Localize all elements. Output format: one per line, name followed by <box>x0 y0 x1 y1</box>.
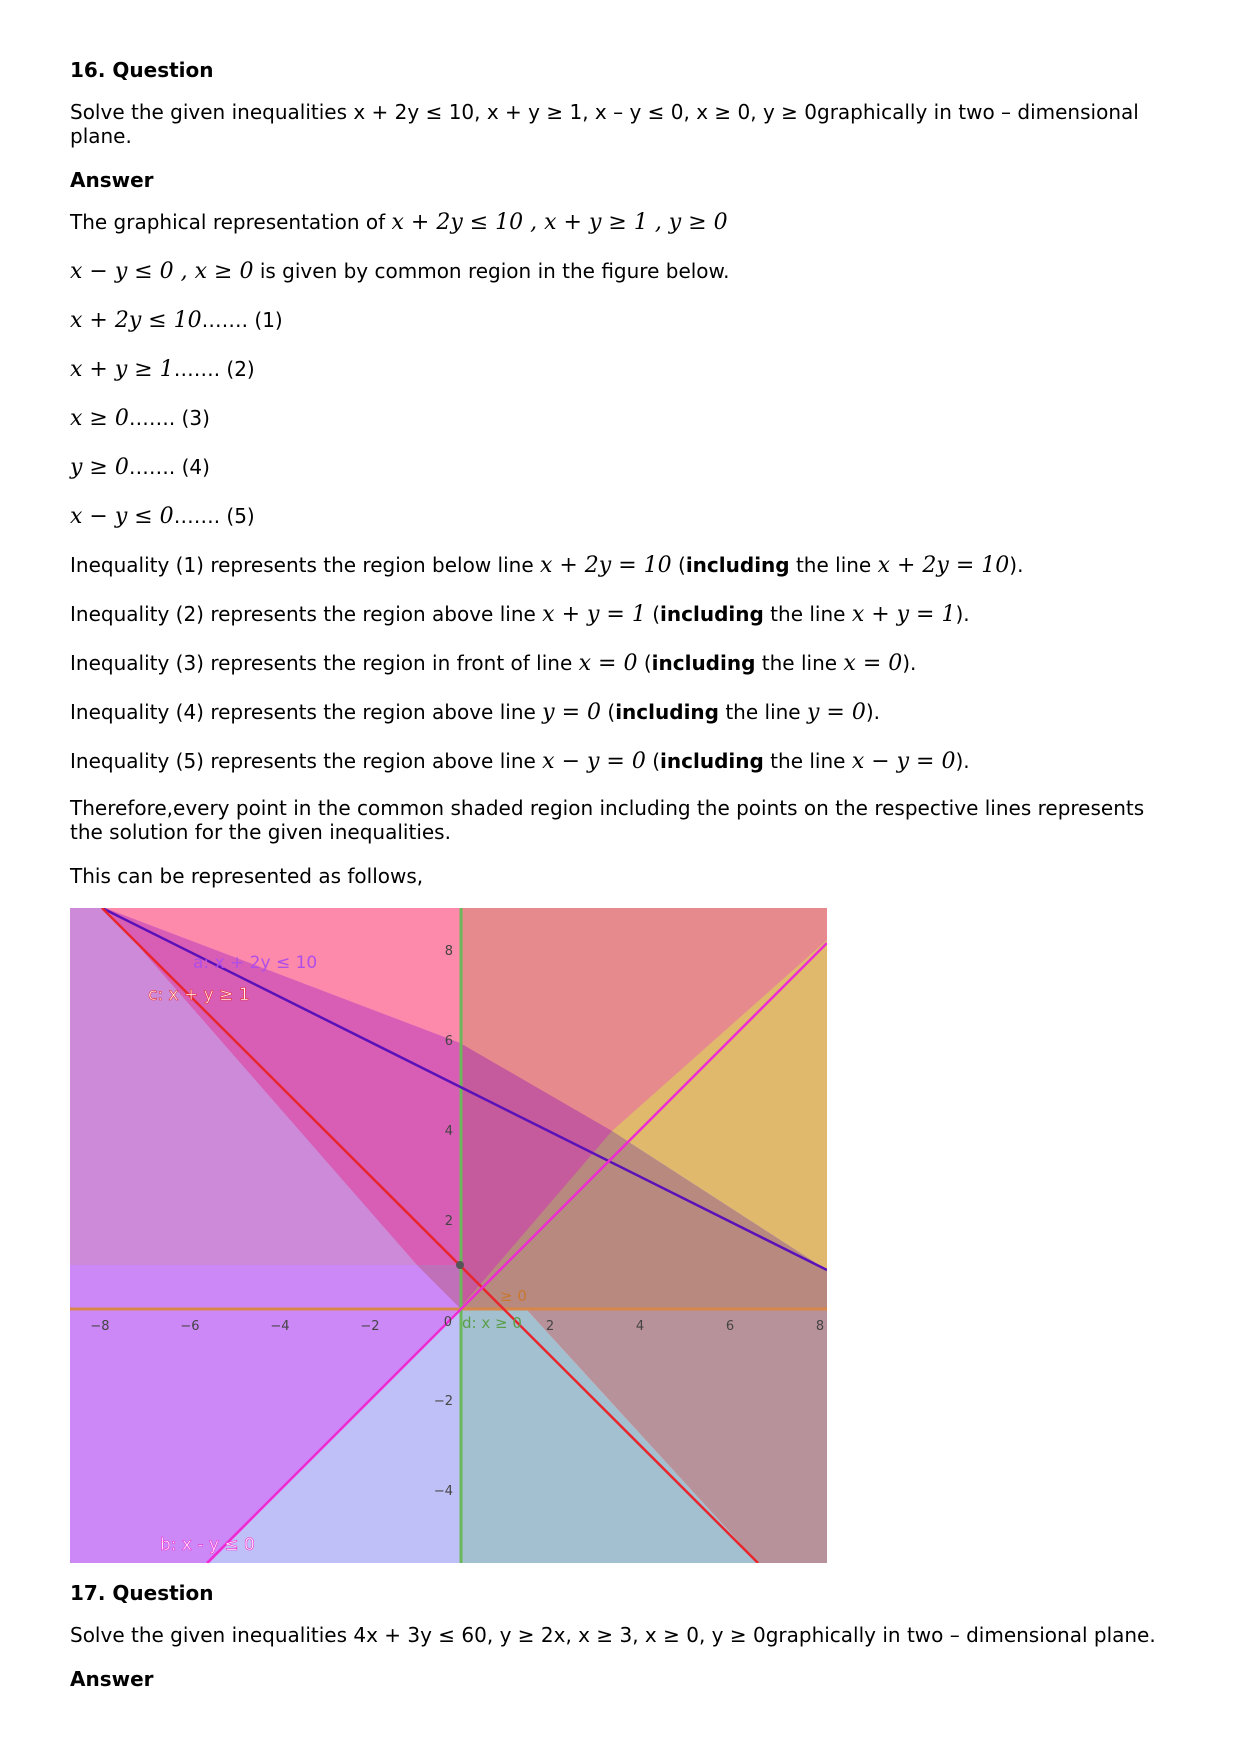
explanation-paren: ). <box>955 749 970 773</box>
explanation-1 <box>70 551 1170 580</box>
explanation-text: Inequality (3) represents the region in front of line <box>70 651 579 675</box>
y-tick-label: 2 <box>444 1214 453 1229</box>
question-16-title: 16. Question <box>70 58 214 82</box>
intercept-point <box>456 1261 464 1269</box>
explanation-bold: including <box>685 553 790 577</box>
inequality-tag: ……. (1) <box>201 308 283 332</box>
explanation-3 <box>70 649 1170 678</box>
origin-label: 0 <box>443 1315 452 1330</box>
explanation-bold: including <box>660 602 764 626</box>
explanation-4 <box>70 698 1170 727</box>
graph-svg <box>70 908 827 1563</box>
explanation-paren: ). <box>955 602 970 626</box>
conclusion-text: Therefore,every point in the common shaded region including the points on the respective lines represents the solution for the given inequalities. <box>70 796 1145 844</box>
inequality-5 <box>70 502 1170 531</box>
inequality-math: x ≥ 0 <box>70 406 129 431</box>
label-line-a: a: x + 2y ≤ 10 <box>193 953 318 973</box>
explanation-text: the line <box>718 700 807 724</box>
inequality-tag: ……. (5) <box>173 504 255 528</box>
inequality-math: x + 2y ≤ 10 <box>70 308 202 333</box>
x-tick-label: 4 <box>635 1319 645 1334</box>
explanation-bold: including <box>651 651 756 675</box>
explanation-bold: including <box>660 749 764 773</box>
question-17-title: 17. Question <box>70 1581 214 1605</box>
explanation-text: the line <box>789 553 878 577</box>
explanation-paren: ). <box>902 651 917 675</box>
inequality-math: y ≥ 0 <box>70 455 129 480</box>
explanation-paren: ). <box>1009 553 1024 577</box>
explanation-math: x − y = 0 <box>851 749 956 774</box>
intro-line-1 <box>70 208 1170 237</box>
explanation-paren: ( <box>645 602 661 626</box>
explanation-math: y = 0 <box>806 700 866 725</box>
explanation-math: x + 2y = 10 <box>877 553 1010 578</box>
explanation-text: Inequality (4) represents the region above line <box>70 700 543 724</box>
intro-math-1: x + 2y ≤ 10 , x + y ≥ 1 , y ≥ 0 <box>391 210 728 235</box>
y-tick-label: −4 <box>433 1484 453 1499</box>
explanation-text: Inequality (5) represents the region above line <box>70 749 543 773</box>
y-tick-label: −2 <box>433 1394 453 1409</box>
inequality-4 <box>70 453 1170 482</box>
explanation-paren: ( <box>601 700 616 724</box>
intro-text-1: The graphical representation of <box>70 210 392 234</box>
explanation-2 <box>70 600 1170 629</box>
explanation-paren: ( <box>645 749 661 773</box>
x-tick-label: −8 <box>90 1319 110 1334</box>
explanation-text: the line <box>763 602 852 626</box>
label-line-d: d: x ≥ 0 <box>462 1314 522 1332</box>
question-17-text: Solve the given inequalities 4x + 3y ≤ 60, y ≥ 2x, x ≥ 3, x ≥ 0, y ≥ 0graphically in two – dimensional plane. <box>70 1623 1156 1647</box>
explanation-text: Inequality (1) represents the region below line <box>70 553 540 577</box>
x-tick-label: 6 <box>725 1319 735 1334</box>
explanation-math: x + y = 1 <box>851 602 956 627</box>
inequality-tag: ……. (4) <box>128 455 210 479</box>
y-tick-label: 6 <box>444 1034 453 1049</box>
intro-text-2: is given by common region in the figure below. <box>253 259 730 283</box>
explanation-text: the line <box>763 749 852 773</box>
explanation-math: x + 2y = 10 <box>539 553 672 578</box>
explanation-5 <box>70 747 1170 776</box>
explanation-text: the line <box>755 651 844 675</box>
explanation-math: x = 0 <box>843 651 903 676</box>
explanation-math: y = 0 <box>542 700 602 725</box>
x-tick-label: −2 <box>360 1319 380 1334</box>
inequality-math: x + y ≥ 1 <box>70 357 174 382</box>
answer-17-label: Answer <box>70 1667 154 1691</box>
inequality-2 <box>70 355 1170 384</box>
intro-math-2: x − y ≤ 0 , x ≥ 0 <box>70 259 254 284</box>
inequality-graph <box>70 908 827 1563</box>
label-line-b: b: x - y ≤ 0 <box>160 1535 255 1555</box>
question-16-text: Solve the given inequalities x + 2y ≤ 10, x + y ≥ 1, x – y ≤ 0, x ≥ 0, y ≥ 0graphically in two – dimensional plane. <box>70 100 1139 148</box>
explanation-math: x − y = 0 <box>542 749 646 774</box>
page-content <box>70 58 1170 1707</box>
x-tick-label: −4 <box>270 1319 290 1334</box>
intro-line-2 <box>70 257 1170 286</box>
x-tick-label: 2 <box>545 1319 555 1334</box>
label-line-c: c: x + y ≥ 1 <box>148 985 250 1005</box>
explanation-math: x + y = 1 <box>542 602 646 627</box>
explanation-bold: including <box>615 700 719 724</box>
inequality-math: x − y ≤ 0 <box>70 504 174 529</box>
inequality-1 <box>70 306 1170 335</box>
label-line-e: ≥ 0 <box>500 1287 527 1305</box>
explanation-paren: ). <box>865 700 881 724</box>
y-tick-label: 8 <box>444 944 453 959</box>
x-tick-label: −6 <box>180 1319 200 1334</box>
answer-16-label: Answer <box>70 168 154 192</box>
represent-text: This can be represented as follows, <box>70 864 424 888</box>
explanation-text: Inequality (2) represents the region above line <box>70 602 543 626</box>
inequality-tag: ……. (3) <box>128 406 210 430</box>
explanation-paren: ( <box>637 651 652 675</box>
y-tick-label: 4 <box>444 1124 453 1139</box>
inequality-3 <box>70 404 1170 433</box>
explanation-paren: ( <box>671 553 686 577</box>
x-tick-label: 8 <box>815 1319 825 1334</box>
inequality-tag: ……. (2) <box>173 357 255 381</box>
explanation-math: x = 0 <box>578 651 638 676</box>
